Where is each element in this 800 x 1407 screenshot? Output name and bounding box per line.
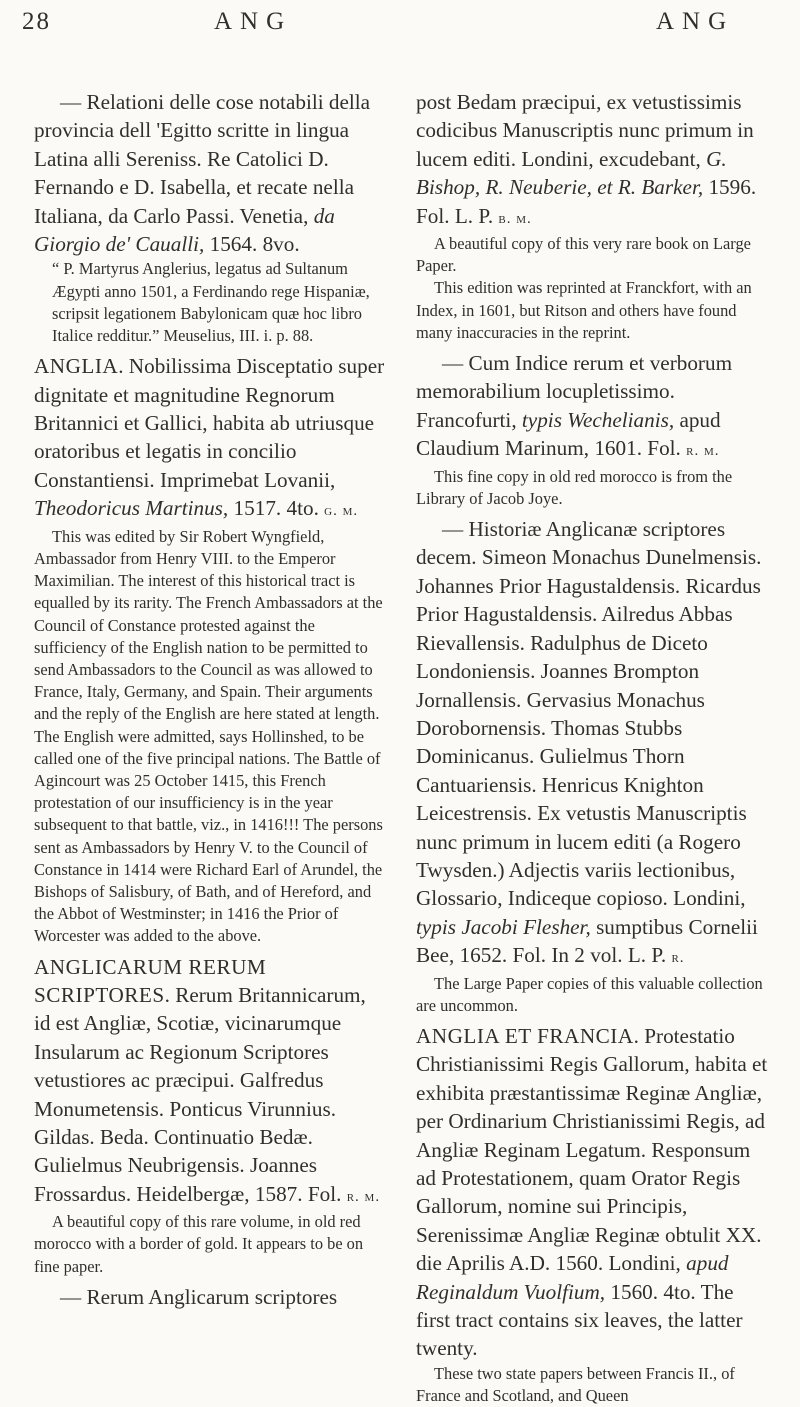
running-head-right: ANG (656, 8, 735, 35)
entry-cum-indice: — Cum Indice rerum et verborum memorabilium locupletissimo. Francofurti, typis Wechelianis, apud Claudium Marinum, 1601. Fol. r. m. (416, 351, 733, 461)
note-wyngfield: This was edited by Sir Robert Wyngfield, Ambassador from Henry VIII. to the Emperor Maximilian. The interest of this historical tract is equalled by its rarity. The French Ambassadors at the Council of Constance protested against the sufficiency of the English nation to be permitted to send Ambassadors to the Council as was allowed to France, Italy, Germany, and Spain. Their arguments and the reply of the English are here stated at length. The English were admitted, says Hollinshed, to be called one of the five principal nations. The Battle of Agincourt was 25 October 1415, this French protestation of our insufficiency is in the year subsequent to that battle, viz., in 1416!!! The persons sent as Ambassadors by Henry V. to the Council of Constance in 1414 were Richard Earl of Arundel, the Bishops of Salisbury, of Bath, and of Hereford, and the Abbot of Westminster; in 1416 the Prior of Worcester was added to the above. (34, 526, 383, 946)
right-column (416, 88, 768, 1407)
note-large-paper-copies: The Large Paper copies of this valuable collection are uncommon. (416, 973, 763, 1015)
note-beautiful-copy: A beautiful copy of this rare volume, in old red morocco with a border of gold. It appears to be on fine paper. (34, 1212, 364, 1276)
note-large-paper: A beautiful copy of this very rare book on Large Paper. (416, 234, 751, 276)
entry-anglia-et-francia: ANGLIA ET FRANCIA. Protestatio Christianissimi Regis Gallorum, habita et exhibita præstantissimæ Reginæ Angliæ, per Ordinarium Christianissimi Regis, ad Angliæ Reginam Legatum. Responsum ad Protestationem, quam Orator Regis Gallorum, nomine sui Principis, Serenissimæ Angliæ Reginæ obtulit XX. die Aprilis A.D. 1560. Londini, apud Reginaldum Vuolfium, 1560. 4to. The first tract contains six leaves, the latter twenty. (416, 1023, 768, 1361)
note-franckfort: This edition was reprinted at Franckfort, with an Index, in 1601, but Ritson and others have found many inaccuracies in the reprint. (416, 278, 752, 342)
entry-rerum-anglicarum: — Rerum Anglicarum scriptores (60, 1284, 338, 1309)
running-head-left: ANG (214, 8, 293, 35)
entry-relationi: — Relationi delle cose notabili della provincia dell 'Egitto scritte in lingua Latina alli Sereniss. Re Catolici D. Fernando e D. Isabella, et recate nella Italiana, da Carlo Passi. Venetia, da Giorgio de' Caualli, 1564. 8vo. (34, 90, 371, 257)
entry-post-bedam: post Bedam præcipui, ex vetustissimis codicibus Manuscriptis nunc primum in lucem editi. Londini, excudebant, G. Bishop, R. Neuberie, et R. Barker, 1596. Fol. L. P. b. m. (416, 90, 757, 228)
left-column (34, 88, 386, 1311)
note-meuselius: “ P. Martyrus Anglerius, legatus ad Sultanum Ægypti anno 1501, a Ferdinando rege Hispaniæ, scripsit legationem Babylonicam quæ hoc libro Italice redditur.” Meuselius, III. i. p. 88. (52, 259, 370, 346)
entry-anglicarum-rerum: ANGLICARUM RERUM SCRIPTORES. Rerum Britannicarum, id est Angliæ, Scotiæ, vicinarumque Insularum ac Regionum Scriptores vetustiores ac præcipui. Galfredus Monumetensis. Ponticus Virunnius. Gildas. Beda. Continuatio Bedæ. Gulielmus Neubrigensis. Joannes Frossardus. Heidelbergæ, 1587. Fol. r. m. (34, 954, 381, 1206)
entry-historiae-anglicanae: — Historiæ Anglicanæ scriptores decem. Simeon Monachus Dunelmensis. Johannes Prior Hagustaldensis. Ricardus Prior Hagustaldensis. Ailredus Abbas Rievallensis. Radulphus de Diceto Londoniensis. Joannes Brompton Jornallensis. Gervasius Monachus Dorobornensis. Thomas Stubbs Dominicanus. Gulielmus Thorn Cantuariensis. Henricus Knighton Leicestrensis. Ex vetustis Manuscriptis nunc primum in lucem editi (a Rogero Twysden.) Adjectis variis lectionibus, Glossario, Indiceque copioso. Londini, typis Jacobi Flesher, sumptibus Cornelii Bee, 1652. Fol. In 2 vol. L. P. r. (416, 517, 762, 968)
page-number: 28 (22, 8, 51, 35)
note-jacob-joye: This fine copy in old red morocco is from the Library of Jacob Joye. (416, 466, 733, 508)
entry-anglia-disceptatio: ANGLIA. Nobilissima Disceptatio super dignitate et magnitudine Regnorum Britannici et Gallici, habita ab utriusque oratoribus et legatis in concilio Constantiensi. Imprimebat Lovanii, Theodoricus Martinus, 1517. 4to. g. m. (34, 354, 385, 521)
note-state-papers: These two state papers between Francis II., of France and Scotland, and Queen (416, 1363, 735, 1406)
